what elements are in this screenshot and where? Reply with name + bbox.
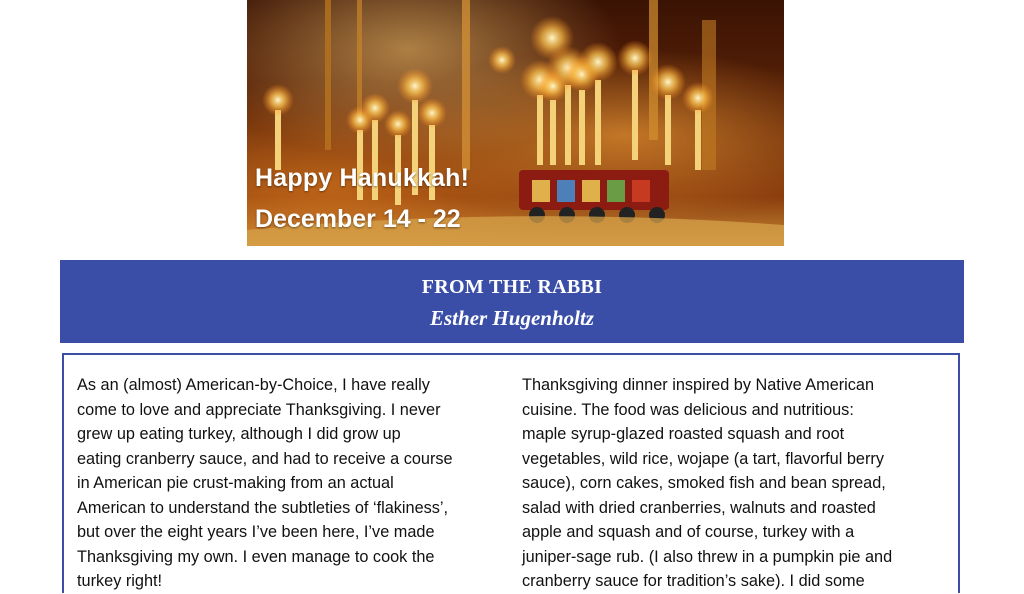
text-line: maple syrup-glazed roasted squash and root: [522, 425, 845, 443]
article-right-column: [522, 373, 948, 594]
author-name: Esther Hugenholtz: [430, 306, 594, 330]
article-box: [62, 353, 960, 593]
text-line: in American pie crust-making from an actual: [77, 474, 394, 492]
text-line: American to understand the subtleties of ‘flakiness’,: [77, 498, 449, 517]
text-line: As an (almost) American-by-Choice, I have really: [77, 376, 430, 394]
text-line: cuisine. The food was delicious and nutritious:: [522, 400, 854, 419]
text-line: Thanksgiving my own. I even manage to cook the: [77, 547, 435, 566]
hero-title: Happy Hanukkah!: [255, 164, 470, 192]
text-line: cranberry sauce for tradition’s sake). I did some: [522, 572, 865, 590]
section-title: FROM THE RABBI: [421, 276, 603, 298]
text-line: sauce), corn cakes, smoked fish and bean spread,: [522, 474, 886, 492]
text-line: Thanksgiving dinner inspired by Native American: [522, 376, 875, 394]
text-line: turkey right!: [77, 572, 163, 590]
text-line: grew up eating turkey, although I did grow up: [77, 425, 401, 443]
text-line: juniper-sage rub. (I also threw in a pumpkin pie and: [522, 547, 893, 566]
hero-dates: December 14 - 22: [255, 205, 461, 233]
hanukkah-photo: [247, 0, 784, 246]
text-line: vegetables, wild rice, wojape (a tart, flavorful berry: [522, 449, 884, 468]
candle-train-icon: [519, 170, 669, 223]
text-line: come to love and appreciate Thanksgiving. I never: [77, 400, 441, 419]
text-line: apple and squash and of course, turkey with a: [522, 523, 855, 541]
text-line: but over the eight years I’ve been here, I’ve made: [77, 523, 435, 541]
text-line: salad with dried cranberries, walnuts and roasted: [522, 498, 876, 517]
text-line: eating cranberry sauce, and had to receive a course: [77, 449, 453, 468]
article-left-column: [77, 373, 503, 594]
section-banner: [60, 260, 964, 343]
